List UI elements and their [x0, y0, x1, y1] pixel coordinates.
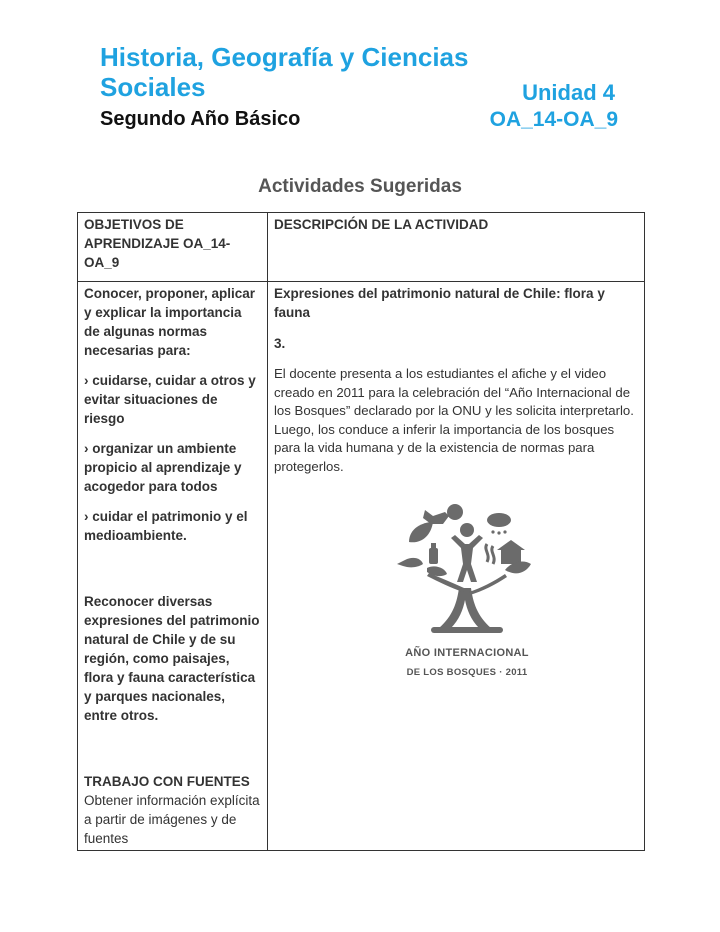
description-header: DESCRIPCIÓN DE LA ACTIVIDAD	[268, 213, 645, 282]
logo-line2: DE LOS BOSQUES · 2011	[406, 667, 528, 678]
sources-text: Obtener información explícita a partir de imágenes y de fuentes	[84, 793, 260, 846]
table-header-row	[78, 213, 645, 282]
section-title: Actividades Sugeridas	[258, 176, 462, 197]
objectives-cell	[78, 282, 268, 851]
description-cell	[268, 282, 645, 851]
grade-label: Segundo Año Básico	[100, 108, 301, 130]
objectives-header: OBJETIVOS DE APRENDIZAJE OA_14-OA_9	[78, 213, 268, 282]
tree-icon	[387, 502, 547, 642]
oa-code: OA_14-OA_9	[489, 108, 618, 131]
objective-2: Reconocer diversas expresiones del patrimonio natural de Chile y de su región, como paisajes, flora y fauna característica y parques nacionales, entre otros.	[84, 594, 260, 723]
objective-bullet: › cuidarse, cuidar a otros y evitar situaciones de riesgo	[84, 373, 256, 426]
unit-label: Unidad 4	[522, 80, 615, 105]
activity-description: El docente presenta a los estudiantes el afiche y el video creado en 2011 para la celebración del “Año Internacional de los Bosques” declarado por la ONU y les solicita interpretarlo. Luego, los conduce a inferir la importancia de los bosques para la vida humana y de la existencia de normas para protegerlos.	[274, 366, 634, 474]
objective-intro: Conocer, proponer, aplicar y explicar la importancia de algunas normas necesarias para:	[84, 286, 256, 358]
objective-bullet: › organizar un ambiente propicio al aprendizaje y acogedor para todos	[84, 441, 242, 494]
activities-table	[77, 212, 645, 851]
activity-title: Expresiones del patrimonio natural de Chile: flora y fauna	[274, 286, 605, 320]
objective-bullet: › cuidar el patrimonio y el medioambiente.	[84, 509, 248, 543]
table-row	[78, 282, 645, 851]
sources-title: TRABAJO CON FUENTES	[84, 774, 250, 789]
activity-number: 3.	[274, 336, 286, 351]
logo-line1: AÑO INTERNACIONAL	[405, 647, 529, 659]
subject-title: Historia, Geografía y Ciencias Sociales	[100, 42, 469, 102]
forests-year-logo	[387, 502, 547, 682]
